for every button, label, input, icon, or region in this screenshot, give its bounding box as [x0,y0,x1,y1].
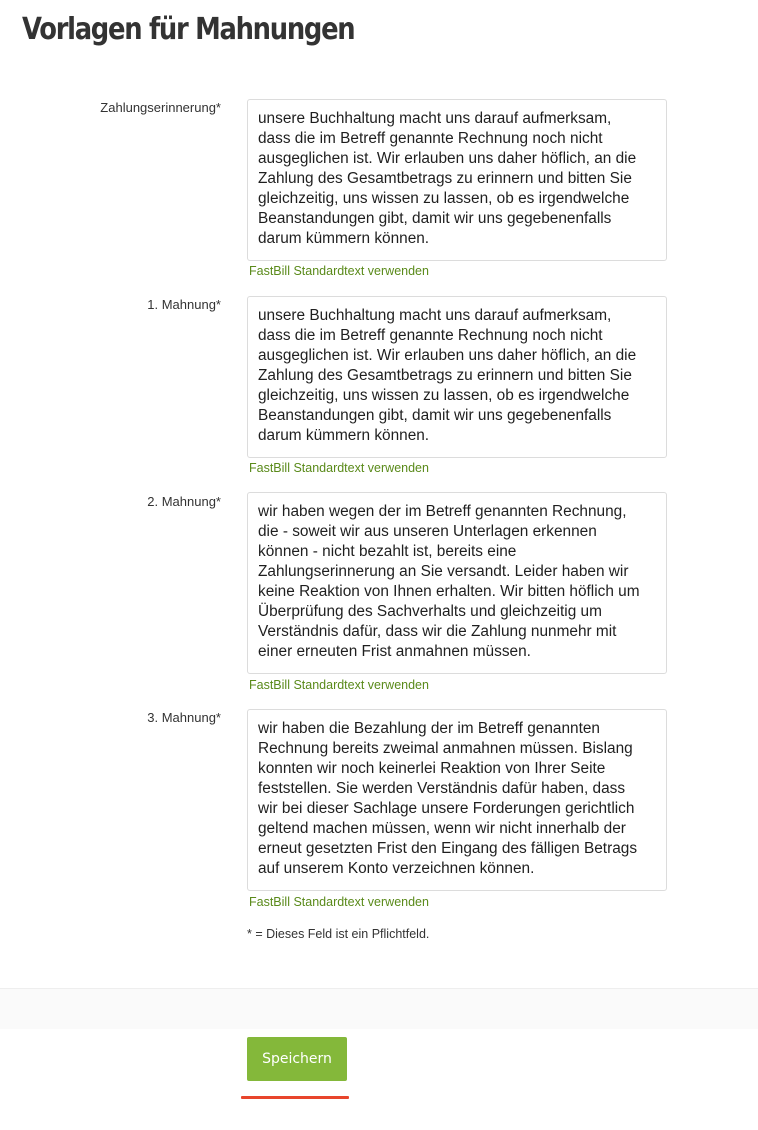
use-default-text-link-mahnung-2[interactable]: FastBill Standardtext verwenden [249,678,429,692]
field-label-zahlungserinnerung: Zahlungserinnerung* [100,100,221,115]
textarea-mahnung-3[interactable]: wir haben die Bezahlung der im Betreff genannten Rechnung bereits zweimal anmahnen müssen. Bislang konnten wir noch keinerlei Reaktion von Ihrer Seite feststellen. Sie werden Verständnis dafür haben, dass wir bei dieser Sachlage unsere Forderungen gerichtlich geltend machen müssen, wenn wir nicht innerhalb der erneut gesetzten Frist den Eingang des fälligen Betrags auf unserem Konto verzeichnen können. [247,709,667,891]
save-button[interactable]: Speichern [247,1037,347,1081]
textarea-zahlungserinnerung[interactable]: unsere Buchhaltung macht uns darauf aufmerksam, dass die im Betreff genannte Rechnung noch nicht ausgeglichen ist. Wir erlauben uns daher höflich, an die Zahlung des Gesamtbetrags zu erinnern und bitten Sie gleichzeitig, uns wissen zu lassen, ob es irgendwelche Beanstandungen gibt, damit wir uns gegebenenfalls darum kümmern können. [247,99,667,261]
field-label-mahnung-1: 1. Mahnung* [147,297,221,312]
use-default-text-link-zahlungserinnerung[interactable]: FastBill Standardtext verwenden [249,264,429,278]
footer-divider [0,988,758,1029]
focus-underline [241,1096,349,1099]
page-title: Vorlagen für Mahnungen [22,12,355,47]
use-default-text-link-mahnung-1[interactable]: FastBill Standardtext verwenden [249,461,429,475]
textarea-mahnung-2[interactable]: wir haben wegen der im Betreff genannten Rechnung, die - soweit wir aus unseren Unterlagen erkennen können - nicht bezahlt ist, bereits eine Zahlungserinnerung an Sie versandt. Leider haben wir keine Reaktion von Ihnen erhalten. Wir bitten höflich um Überprüfung des Sachverhalts und gleichzeitig um Verständnis dafür, dass wir die Zahlung nunmehr mit einer erneuten Frist anmahnen müssen. [247,492,667,674]
field-label-mahnung-3: 3. Mahnung* [147,710,221,725]
required-field-hint: * = Dieses Feld ist ein Pflichtfeld. [247,927,430,941]
field-label-mahnung-2: 2. Mahnung* [147,494,221,509]
textarea-mahnung-1[interactable]: unsere Buchhaltung macht uns darauf aufmerksam, dass die im Betreff genannte Rechnung noch nicht ausgeglichen ist. Wir erlauben uns daher höflich, an die Zahlung des Gesamtbetrags zu erinnern und bitten Sie gleichzeitig, uns wissen zu lassen, ob es irgendwelche Beanstandungen gibt, damit wir uns gegebenenfalls darum kümmern können. [247,296,667,458]
use-default-text-link-mahnung-3[interactable]: FastBill Standardtext verwenden [249,895,429,909]
